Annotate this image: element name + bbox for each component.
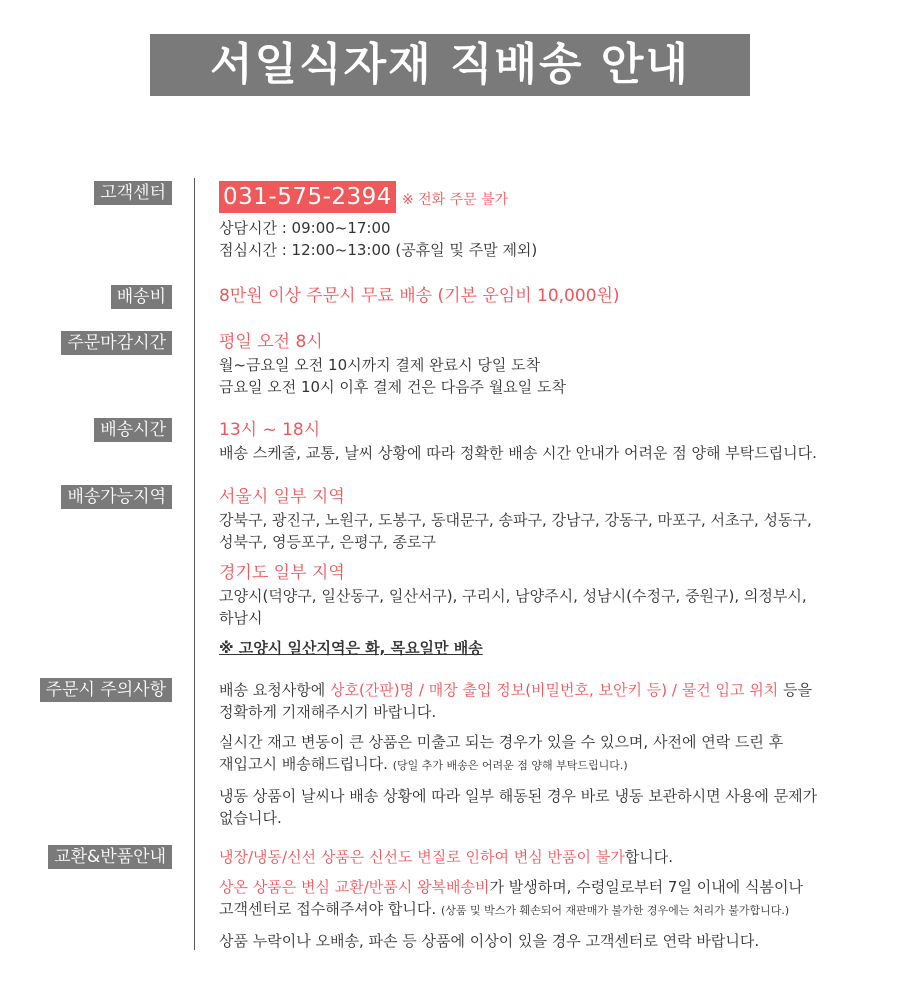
order-deadline-line2: 금요일 오전 10시 이후 결제 건은 다음주 월요일 도착 — [219, 378, 567, 396]
exchange-note-1: 냉장/냉동/신선 상품은 신선도 변질로 인하여 변심 반품이 불가합니다. — [219, 848, 673, 866]
page-title: 서일식자재 직배송 안내 — [150, 34, 750, 96]
gyeonggi-area-title: 경기도 일부 지역 — [219, 563, 345, 583]
label-delivery-time: 배송시간 — [94, 418, 172, 442]
delivery-time-line1: 배송 스케줄, 교통, 날씨 상황에 따라 정확한 배송 시간 안내가 어려운 점 양해 부탁드립니다. — [219, 444, 817, 462]
divider-line — [194, 178, 195, 950]
no-phone-order-note: ※ 전화 주문 불가 — [401, 192, 509, 208]
section-customer-center — [219, 181, 869, 261]
seoul-area-title: 서울시 일부 지역 — [219, 487, 345, 507]
gyeonggi-area-line2: 하남시 — [219, 609, 263, 627]
order-deadline-headline: 평일 오전 8시 — [219, 332, 323, 352]
exchange-note-2-small: (상품 및 박스가 훼손되어 재판매가 불가한 경우에는 처리가 불가합니다.) — [440, 904, 790, 917]
seoul-area-line1: 강북구, 광진구, 노원구, 도봉구, 동대문구, 송파구, 강남구, 강동구, 마포구, 서초구, 성동구, — [219, 511, 812, 529]
order-deadline-line1: 월~금요일 오전 10시까지 결제 완료시 당일 도착 — [219, 356, 541, 374]
gyeonggi-area-line1: 고양시(덕양구, 일산동구, 일산서구), 구리시, 남양주시, 성남시(수정구, 중원구), 의정부시, — [219, 587, 807, 605]
phone-number[interactable]: 031-575-2394 — [219, 181, 396, 213]
consult-hours: 상담시간 : 09:00~17:00 — [219, 219, 391, 237]
exchange-note-2-highlight: 상온 상품은 변심 교환/반품시 왕복배송비 — [219, 878, 490, 896]
exchange-note-2-line2: 고객센터로 접수해주셔야 합니다. (상품 및 박스가 훼손되어 재판매가 불가한 경우에는 처리가 불가합니다.) — [219, 900, 790, 918]
label-exchange-return: 교환&반품안내 — [48, 845, 172, 869]
order-note-3-line2: 없습니다. — [219, 809, 282, 827]
shipping-fee-text: 8만원 이상 주문시 무료 배송 (기본 운임비 10,000원) — [219, 286, 620, 306]
lunch-hours: 점심시간 : 12:00~13:00 (공휴일 및 주말 제외) — [219, 241, 538, 259]
section-order-notes — [219, 679, 869, 829]
order-note-1-line2: 정확하게 기재해주시기 바랍니다. — [219, 703, 437, 721]
label-shipping-fee: 배송비 — [111, 285, 172, 309]
order-note-1-highlight: 상호(간판)명 / 매장 출입 정보(비밀번호, 보안키 등) / 물건 입고 위치 — [329, 681, 779, 699]
exchange-note-2: 상온 상품은 변심 교환/반품시 왕복배송비가 발생하며, 수령일로부터 7일 이내에 식봄이나 — [219, 878, 803, 896]
label-delivery-area: 배송가능지역 — [61, 485, 172, 509]
section-shipping-fee — [219, 284, 869, 308]
exchange-note-1-highlight: 냉장/냉동/신선 상품은 신선도 변질로 인하여 변심 반품이 불가 — [219, 848, 625, 866]
seoul-area-line2: 성북구, 영등포구, 은평구, 종로구 — [219, 533, 436, 551]
label-order-notes: 주문시 주의사항 — [40, 678, 172, 702]
exchange-note-3: 상품 누락이나 오배송, 파손 등 상품에 이상이 있을 경우 고객센터로 연락 바랍니다. — [219, 932, 760, 950]
order-note-3-line1: 냉동 상품이 날씨나 배송 상황에 따라 일부 해동된 경우 바로 냉동 보관하시면 사용에 문제가 — [219, 787, 818, 805]
label-order-deadline: 주문마감시간 — [61, 331, 172, 355]
section-delivery-area — [219, 485, 869, 659]
order-note-1: 배송 요청사항에 상호(간판)명 / 매장 출입 정보(비밀번호, 보안키 등) / 물건 입고 위치 등을 — [219, 681, 812, 699]
delivery-time-headline: 13시 ~ 18시 — [219, 420, 321, 440]
order-note-2-line2: 재입고시 배송해드립니다. (당일 추가 배송은 어려운 점 양해 부탁드립니다.) — [219, 755, 628, 773]
label-customer-center: 고객센터 — [94, 181, 172, 205]
section-order-deadline — [219, 330, 869, 398]
section-exchange-return — [219, 846, 869, 952]
ilsan-delivery-note: ※ 고양시 일산지역은 화, 목요일만 배송 — [219, 639, 483, 657]
section-delivery-time — [219, 418, 869, 464]
order-note-2-small: (당일 추가 배송은 어려운 점 양해 부탁드립니다.) — [392, 759, 628, 772]
order-note-2-line1: 실시간 재고 변동이 큰 상품은 미출고 되는 경우가 있을 수 있으며, 사전에 연락 드린 후 — [219, 733, 784, 751]
